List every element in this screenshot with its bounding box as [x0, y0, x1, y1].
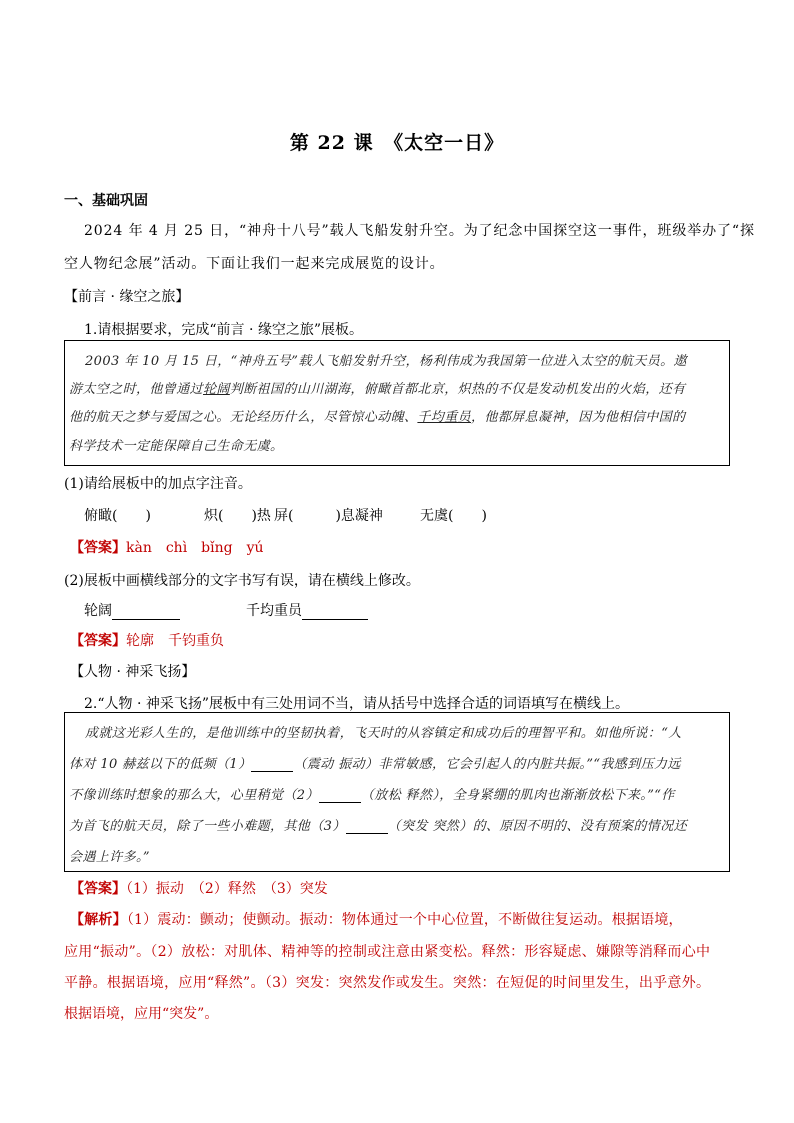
answer-1: 【答案】kàn chì bǐng yú — [70, 540, 264, 556]
analysis-label: 【解析】 — [70, 912, 127, 928]
fix-item-2: 千均重员 — [246, 600, 368, 620]
exhibit-board-1 — [64, 340, 730, 466]
pinyin-item-4: 无虞( ) — [420, 508, 487, 524]
part1-header: 【前言 · 缘空之旅】 — [64, 289, 190, 305]
board1-line-3: 他的航天之梦与爱国之心。无论经历什么，尽管惊心动魄、千均重员，他都屏息凝神，因为他相信中国的 — [69, 410, 686, 425]
answer-blank[interactable] — [319, 790, 361, 803]
intro-line-1: 2024 年 4 月 25 日，“神舟十八号”载人飞船发射升空。为了纪念中国探空这一事件，班级举办了“探 — [84, 223, 755, 239]
answer-blank[interactable] — [112, 605, 180, 620]
pinyin-item-3: 屏( )息凝神 — [274, 508, 383, 524]
pinyin-item-2: 炽( )热 — [204, 508, 271, 524]
underlined-word-lunkuo: 轮阔 — [203, 382, 230, 397]
answer-2: 【答案】轮廓 千钧重负 — [70, 633, 224, 649]
part2-header: 【人物 · 神采飞扬】 — [70, 664, 196, 680]
answer-3: 【答案】（1）振动 （2）释然 （3）突发 — [70, 881, 328, 897]
board2-line-4: 为首飞的航天员，除了一些小难题，其他（3） （突发 突然）的、原因不明的、没有预案的情况还 — [69, 819, 688, 834]
board2-line-2: 体对 10 赫兹以下的低频（1） （震动 振动）非常敏感，它会引起人的内脏共振。”“我感到压力远 — [69, 757, 681, 772]
exhibit-board-2 — [64, 712, 730, 872]
page-title: 第 22 课 《太空一日》 — [289, 132, 505, 154]
fix-item-1: 轮阔 — [84, 600, 180, 620]
answer-blank[interactable] — [346, 821, 388, 834]
pinyin-item-1: 俯瞰( ) — [84, 508, 151, 524]
analysis-line-3: 平静。根据语境，应用“释然”。（3）突发：突然发作或发生。突然：在短促的时间里发生，出乎意外。 — [64, 975, 711, 991]
board2-line-1: 成就这光彩人生的，是他训练中的坚韧执着，飞天时的从容镇定和成功后的理智平和。如他所说：“人 — [85, 726, 682, 741]
board2-line-3: 不像训练时想象的那么大，心里稍觉（2） （放松 释然），全身紧绷的肌肉也渐渐放松下来。”“作 — [69, 788, 675, 803]
analysis-line-1: 【解析】（1）震动：颤动；使颤动。振动：物体通过一个中心位置，不断做往复运动。根据语境， — [70, 912, 683, 928]
analysis-line-4: 根据语境，应用“突发”。 — [64, 1006, 219, 1022]
question-1-2: (2)展板中画横线部分的文字书写有误，请在横线上修改。 — [64, 573, 420, 589]
board1-line-2: 游太空之时，他曾通过轮阔判断祖国的山川湖海，俯瞰首都北京，炽热的不仅是发动机发出的火焰，还有 — [69, 382, 686, 397]
answer-blank[interactable] — [251, 759, 293, 772]
board1-line-4: 科学技术一定能保障自己生命无虞。 — [69, 439, 284, 454]
section-heading: 一、基础巩固 — [64, 193, 148, 209]
answer-label: 【答案】 — [70, 633, 126, 649]
answer-label: 【答案】 — [70, 881, 126, 897]
board1-line-1: 2003 年 10 月 15 日，“神舟五号”载人飞船发射升空，杨利伟成为我国第一位进入太空的航天员。遨 — [85, 354, 687, 369]
question-1: 1.请根据要求，完成“前言 · 缘空之旅”展板。 — [84, 322, 364, 338]
answer-blank[interactable] — [302, 605, 368, 620]
answer-label: 【答案】 — [70, 540, 126, 556]
underlined-word-qianjun: 千均重员 — [417, 410, 472, 425]
intro-line-2: 空人物纪念展”活动。下面让我们一起来完成展览的设计。 — [64, 256, 445, 272]
board2-line-5: 会遇上许多。” — [69, 850, 150, 865]
analysis-line-2: 应用“振动”。（2）放松：对肌体、精神等的控制或注意由紧变松。释然：形容疑虑、嫌隙等消释而心中 — [64, 944, 711, 960]
question-1-1: (1)请给展板中的加点字注音。 — [64, 476, 252, 492]
question-2: 2.“人物 · 神采飞扬”展板中有三处用词不当，请从括号中选择合适的词语填写在横线上。 — [84, 696, 630, 712]
